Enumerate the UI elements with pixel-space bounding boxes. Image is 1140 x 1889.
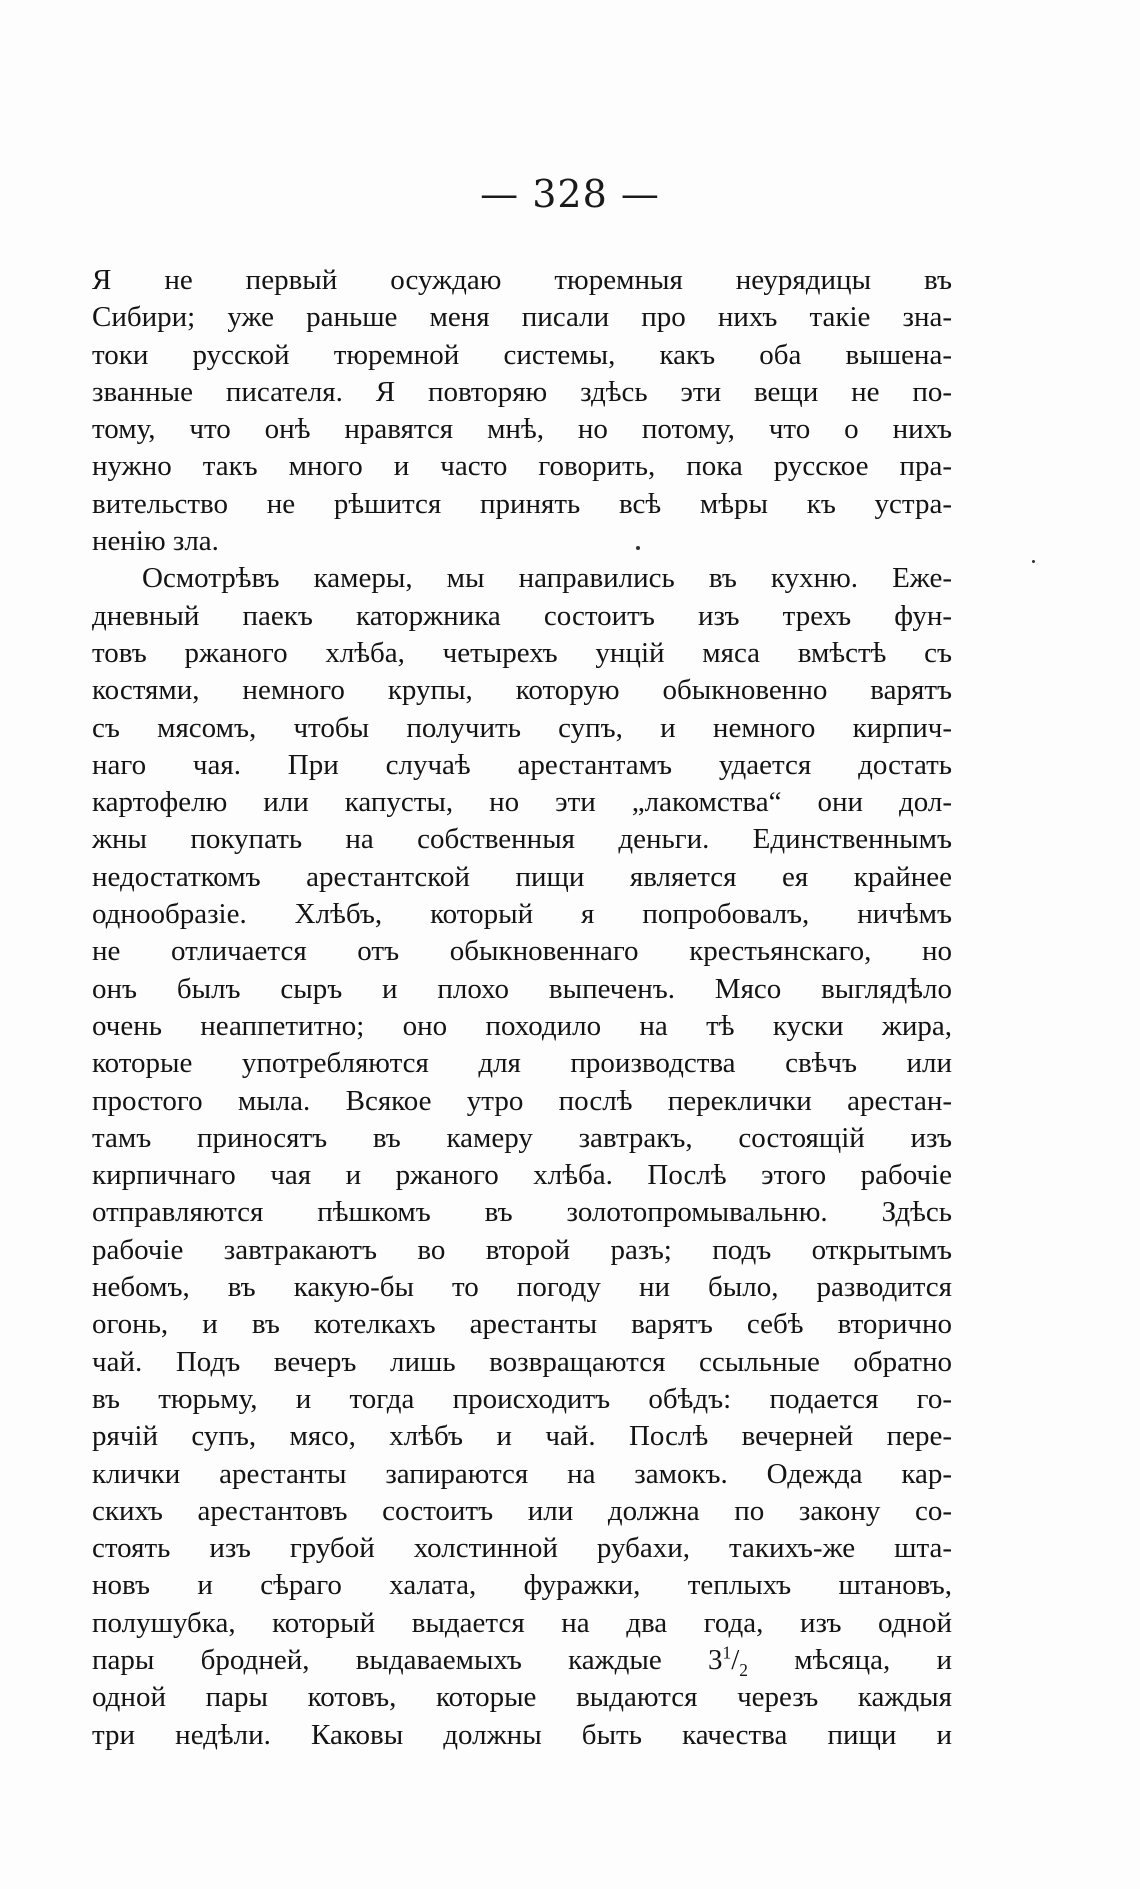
text-line: Я не первый осуждаю тюремныя неурядицы въ	[92, 264, 952, 296]
text-line: званные писателя. Я повторяю здѣсь эти вещи не по-	[92, 375, 952, 408]
scan-speck	[1032, 560, 1035, 563]
text-line: нужно такъ много и часто говорить, пока русское пра-	[92, 450, 952, 483]
text-line: Сибири; уже раньше меня писали про нихъ такіе зна-	[92, 301, 952, 334]
fraction-line-start: пары бродней, выдаваемыхъ каждые 3	[92, 1643, 723, 1676]
fraction-denominator: 2	[739, 1659, 748, 1680]
text-line: рабочіе завтракаютъ во второй разъ; подъ открытымъ	[92, 1233, 952, 1266]
text-line: тамъ приносятъ въ камеру завтракъ, состоящій изъ	[92, 1121, 952, 1154]
body-text	[92, 262, 952, 1754]
text-line: въ тюрьму, и тогда происходитъ обѣдъ: подается го-	[92, 1382, 952, 1415]
text-line: рячій супъ, мясо, хлѣбъ и чай. Послѣ вечерней пере-	[92, 1420, 952, 1453]
text-line: Осмотрѣвъ камеры, мы направились въ кухню. Еже-	[142, 562, 952, 595]
text-line: стоять изъ грубой холстинной рубахи, такихъ-же шта-	[92, 1532, 952, 1565]
text-line: скихъ арестантовъ состоитъ или должна по закону со-	[92, 1494, 952, 1527]
page-number: — 328 —	[480, 172, 660, 216]
text-line: жны покупать на собственныя деньги. Единственнымъ	[92, 823, 952, 856]
text-line: недостаткомъ арестантской пищи является ея крайнее	[92, 860, 952, 893]
text-line: ненію зла.	[92, 525, 219, 558]
text-line: очень неаппетитно; оно походило на тѣ куски жира,	[92, 1009, 952, 1042]
text-line: чай. Подъ вечеръ лишь возвращаются ссыльные обратно	[92, 1345, 952, 1378]
text-line: однообразіе. Хлѣбъ, который я попробовалъ, ничѣмъ	[92, 898, 952, 931]
text-line: кирпичнаго чая и ржаного хлѣба. Послѣ этого рабочіе	[92, 1159, 952, 1192]
text-line: отправляются пѣшкомъ въ золотопромывальню. Здѣсь	[92, 1196, 952, 1229]
text-line: костями, немного крупы, которую обыкновенно варятъ	[92, 674, 952, 707]
text-line: новъ и сѣраго халата, фуражки, теплыхъ штановъ,	[92, 1569, 952, 1602]
text-line: небомъ, въ какую-бы то погоду ни было, разводится	[92, 1271, 952, 1304]
text-line: три недѣли. Каковы должны быть качества пищи и	[92, 1718, 952, 1751]
text-line-fraction: пары бродней, выдаваемыхъ каждые $3^1/_2$ мѣсяца, и	[92, 1642, 952, 1680]
text-line: дневный паекъ каторжника состоитъ изъ трехъ фун-	[92, 599, 952, 632]
text-line: полушубка, который выдается на два года, изъ одной	[92, 1606, 952, 1639]
text-line: которые употребляются для производства свѣчъ или	[92, 1047, 952, 1080]
text-line: наго чая. При случаѣ арестантамъ удается достать	[92, 748, 952, 781]
text-line: клички арестанты запираются на замокъ. Одежда кар-	[92, 1457, 952, 1490]
text-line: вительство не рѣшится принять всѣ мѣры къ устра-	[92, 487, 952, 520]
scan-speck	[636, 546, 640, 550]
text-line: простого мыла. Всякое утро послѣ переклички арестан-	[92, 1084, 952, 1117]
fraction-numerator: 1	[722, 1642, 732, 1663]
text-line: токи русской тюремной системы, какъ оба вышена-	[92, 338, 952, 371]
text-line: съ мясомъ, чтобы получить супъ, и немного кирпич-	[92, 711, 952, 744]
text-line: картофелю или капусты, но эти „лакомства“ они дол-	[92, 786, 952, 819]
text-line: не отличается отъ обыкновеннаго крестьянскаго, но	[92, 935, 952, 968]
fraction-line-rest: мѣсяца, и	[748, 1643, 952, 1676]
text-line: товъ ржаного хлѣба, четырехъ унцій мяса вмѣстѣ съ	[92, 636, 952, 669]
text-line: огонь, и въ котелкахъ арестанты варятъ себѣ вторично	[92, 1308, 952, 1341]
text-line: одной пары котовъ, которые выдаются черезъ каждыя	[92, 1681, 952, 1714]
text-line: тому, что онѣ нравятся мнѣ, но потому, что о нихъ	[92, 413, 952, 446]
text-line: онъ былъ сыръ и плохо выпеченъ. Мясо выглядѣло	[92, 972, 952, 1005]
